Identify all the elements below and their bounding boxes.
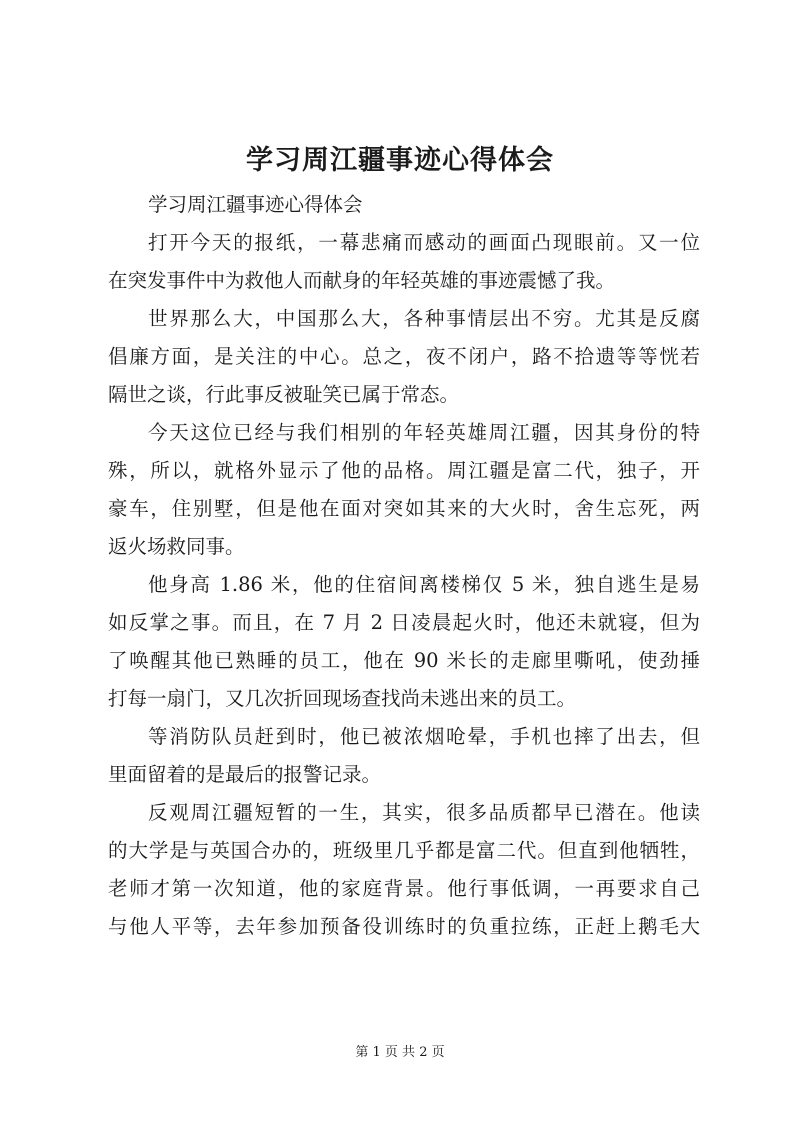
- document-body: [108, 186, 700, 946]
- text-line: 等消防队员赶到时，他已被浓烟呛晕，手机也摔了出去，但: [148, 725, 700, 748]
- text-line: 打开今天的报纸，一幕悲痛而感动的画面凸现眼前。又一位: [148, 231, 700, 254]
- text-line: 里面留着的是最后的报警记录。: [108, 763, 382, 786]
- page-footer: 第 1 页 共 2 页: [355, 1045, 445, 1060]
- text-line: 打每一扇门，又几次折回现场查找尚未逃出来的员工。: [108, 687, 577, 710]
- page-title: 学习周江疆事迹心得体会: [246, 145, 554, 176]
- text-line: 如反掌之事。而且，在 7 月 2 日凌晨起火时，他还未就寝，但为: [108, 611, 700, 634]
- text-line: 殊，所以，就格外显示了他的品格。周江疆是富二代，独子，开: [108, 459, 700, 482]
- text-line: 豪车，住别墅，但是他在面对突如其来的大火时，舍生忘死，两: [108, 497, 700, 520]
- text-line: 了唤醒其他已熟睡的员工，他在 90 米长的走廊里嘶吼，使劲捶: [108, 649, 700, 672]
- text-line: 隔世之谈，行此事反被耻笑已属于常态。: [108, 383, 460, 406]
- text-line: 的大学是与英国合办的，班级里几乎都是富二代。但直到他牺牲，: [108, 839, 700, 862]
- text-line: 他身高 1.86 米，他的住宿间离楼梯仅 5 米，独自逃生是易: [148, 573, 700, 596]
- text-line: 学习周江疆事迹心得体会: [148, 193, 363, 216]
- text-line: 老师才第一次知道，他的家庭背景。他行事低调，一再要求自己: [108, 877, 700, 900]
- text-line: 反观周江疆短暂的一生，其实，很多品质都早已潜在。他读: [148, 801, 700, 824]
- text-line: 今天这位已经与我们相别的年轻英雄周江疆，因其身份的特: [148, 421, 700, 444]
- text-line: 世界那么大，中国那么大，各种事情层出不穷。尤其是反腐: [148, 307, 700, 330]
- text-line: 与他人平等，去年参加预备役训练时的负重拉练，正赶上鹅毛大: [108, 915, 700, 938]
- text-line: 在突发事件中为救他人而献身的年轻英雄的事迹震憾了我。: [108, 269, 616, 292]
- text-line: 返火场救同事。: [108, 535, 245, 558]
- text-line: 倡廉方面，是关注的中心。总之，夜不闭户，路不拾遗等等恍若: [108, 345, 700, 368]
